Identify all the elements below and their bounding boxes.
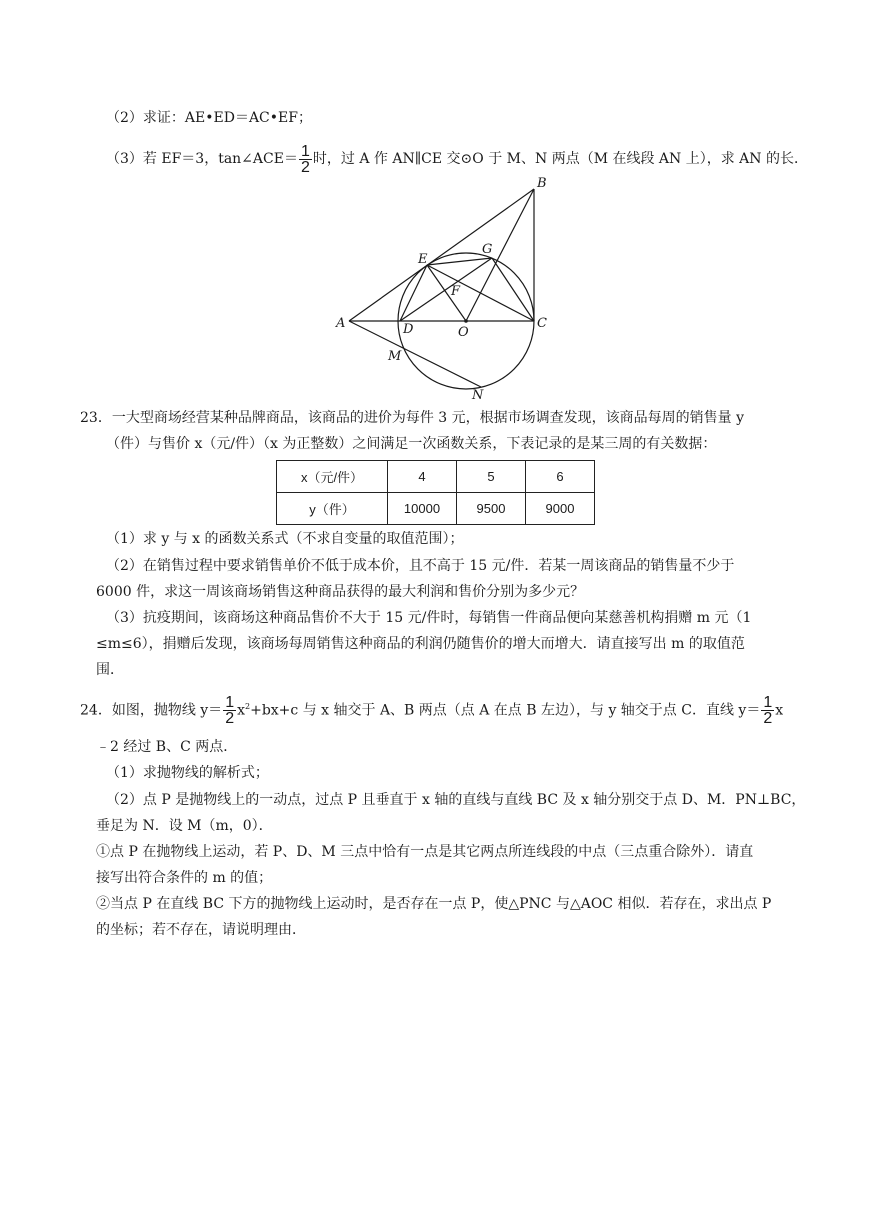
- q22-part2: （2）求证：AE•ED＝AC•EF；: [106, 110, 312, 126]
- table-cell: x（元/件）: [277, 461, 388, 493]
- segment-bo: [466, 189, 534, 321]
- q22-geometry-figure: [330, 170, 570, 402]
- table-cell: 9000: [526, 493, 595, 525]
- fraction-numerator: 1: [225, 694, 235, 712]
- segment-eo: [427, 265, 466, 321]
- center-point-o: [464, 319, 468, 323]
- label-g: G: [482, 242, 493, 257]
- segment-gc: [492, 258, 534, 321]
- q24-var-x-2: x: [775, 702, 784, 719]
- q22-part3-text-b: 时，过 A 作 AN∥CE 交⊙O 于 M、N 两点（M 在线段 AN 上），求 AN 的长．: [312, 151, 808, 167]
- fraction-numerator: 1: [763, 694, 773, 712]
- label-d: D: [403, 322, 414, 337]
- q23-data-table: [276, 460, 595, 525]
- q24-case2-line-1: ②当点 P 在直线 BC 下方的抛物线上运动时，是否存在一点 P，使△PNC 与△AOC 相似．若存在，求出点 P: [96, 896, 772, 912]
- table-cell: 10000: [388, 493, 457, 525]
- fraction-denominator: 2: [300, 158, 310, 176]
- q24-text-b: +bx+c 与 x 轴交于 A、B 两点（点 A 在点 B 左边），与 y 轴交于点 C．直线 y＝: [250, 702, 761, 719]
- q23-part2-line-1: （2）在销售过程中要求销售单价不低于成本价，且不高于 15 元/件．若某一周该商品的销售量不少于: [106, 558, 735, 574]
- q24-case1-line-2: 接写出符合条件的 m 的值；: [96, 870, 273, 886]
- label-a: A: [336, 316, 346, 331]
- q24-fraction-1: [223, 695, 236, 726]
- q24-part2-line-1: （2）点 P 是抛物线上的一动点，过点 P 且垂直于 x 轴的直线与直线 BC 及 x 轴分别交于点 D、M．PN⊥BC，: [106, 792, 806, 808]
- q24-case2-line-2: 的坐标；若不存在，请说明理由．: [96, 922, 306, 938]
- fraction-denominator: 2: [225, 710, 235, 728]
- table-cell: 9500: [457, 493, 526, 525]
- label-e: E: [418, 252, 428, 267]
- q24-text-a: 24．如图，抛物线 y＝: [80, 702, 223, 719]
- q23-part2-line-2: 6000 件，求这一周该商场销售这种商品获得的最大利润和售价分别为多少元？: [96, 584, 585, 600]
- q22-tan-fraction: [299, 144, 312, 175]
- table-row: [277, 461, 595, 493]
- label-f: F: [451, 284, 461, 299]
- table-cell: 4: [388, 461, 457, 493]
- q23-part3-line-1: （3）抗疫期间，该商场这种商品售价不大于 15 元/件时，每销售一件商品便向某慈善机构捐赠 m 元（1: [106, 610, 752, 626]
- label-o: O: [458, 325, 469, 340]
- segment-ec: [427, 265, 534, 321]
- table-row: [277, 493, 595, 525]
- q23-line-1: 23．一大型商场经营某种品牌商品，该商品的进价为每件 3 元，根据市场调查发现，该商品每周的销售量 y: [80, 410, 744, 426]
- q24-line-1: [80, 689, 783, 729]
- fraction-denominator: 2: [763, 710, 773, 728]
- q24-line-2: ﹣2 经过 B、C 两点．: [96, 739, 238, 755]
- q23-part1: （1）求 y 与 x 的函数关系式（不求自变量的取值范围）；: [106, 531, 464, 547]
- table-cell: y（件）: [277, 493, 388, 525]
- q23-line-2: （件）与售价 x（元/件）（x 为正整数）之间满足一次函数关系，下表记录的是某三周的有关数据：: [106, 436, 717, 452]
- segment-dg: [400, 258, 492, 321]
- segment-ab: [349, 189, 534, 321]
- q24-part1: （1）求抛物线的解析式；: [106, 765, 269, 781]
- label-c: C: [537, 316, 547, 331]
- label-b: B: [537, 176, 547, 191]
- q23-part3-line-2: ≤m≤6），捐赠后发现，该商场每周销售这种商品的利润仍随售价的增大而增大．请直接写出 m 的取值范: [96, 636, 745, 652]
- q24-case1-line-1: ①点 P 在抛物线上运动，若 P、D、M 三点中恰有一点是其它两点所连线段的中点（三点重合除外）．请直: [96, 844, 754, 860]
- q24-fraction-2: [761, 695, 774, 726]
- q24-part2-line-2: 垂足为 N．设 M（m，0）．: [96, 818, 273, 834]
- q24-exponent: 2: [245, 702, 251, 711]
- q22-part3-text-a: （3）若 EF＝3，tan∠ACE＝: [106, 151, 298, 167]
- fraction-numerator: 1: [300, 142, 310, 160]
- label-n: N: [472, 388, 484, 402]
- q24-var-x: x: [237, 702, 245, 719]
- label-m: M: [388, 349, 402, 364]
- q23-part3-line-3: 围．: [96, 662, 124, 678]
- table-cell: 6: [526, 461, 595, 493]
- table-cell: 5: [457, 461, 526, 493]
